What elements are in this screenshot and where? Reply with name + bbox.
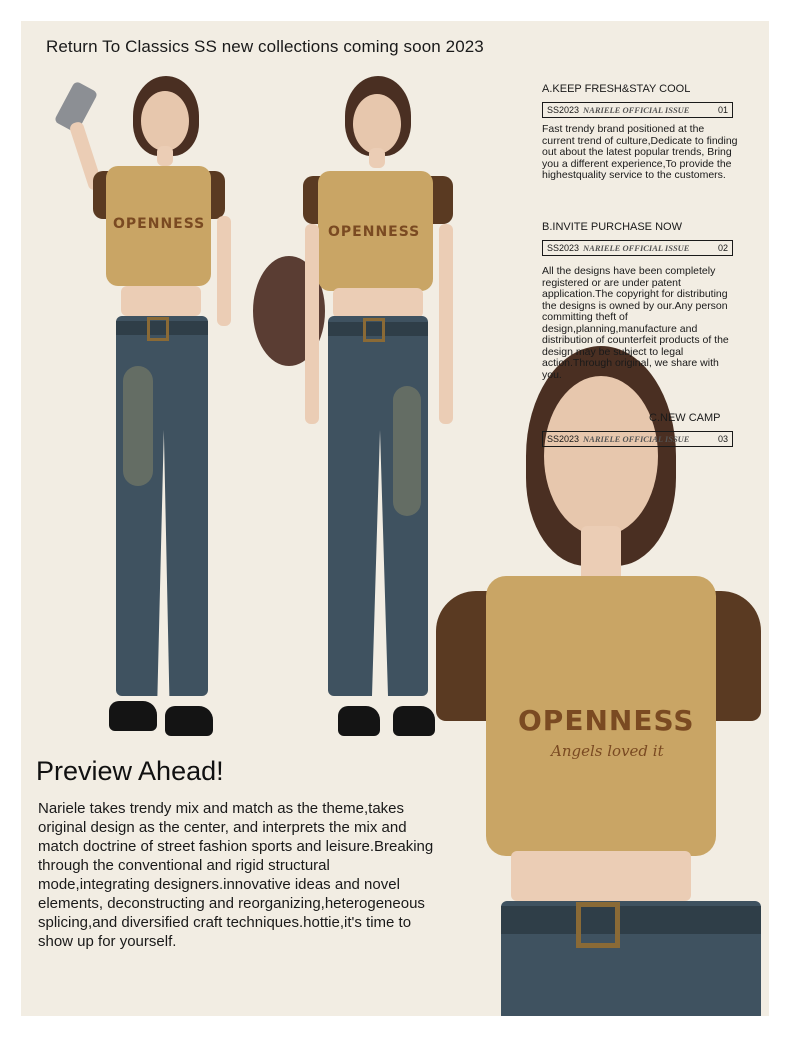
issue-tag-01 bbox=[542, 102, 733, 118]
section-title-a: A.KEEP FRESH&STAY COOL bbox=[542, 83, 691, 95]
right-arm bbox=[217, 216, 231, 326]
left-boot bbox=[109, 701, 157, 731]
issue-label: NARIELE OFFICIAL ISSUE bbox=[583, 105, 690, 115]
issue-number: 03 bbox=[717, 434, 728, 444]
issue-tag-02 bbox=[542, 240, 733, 256]
issue-tag-03 bbox=[542, 431, 733, 447]
left-arm bbox=[305, 224, 319, 424]
issue-label: NARIELE OFFICIAL ISSUE bbox=[583, 243, 690, 253]
shirt-print-text: OPENNESS bbox=[113, 216, 206, 232]
belt-buckle bbox=[363, 318, 385, 342]
preview-body-text: Nariele takes trendy mix and match as the theme,takes original design as the center, and interprets the mix and match doctrine of street fashion sports and leisure.Breaking through the conventional and rigid structural mode,integrating designers.innovative ideas and novel elements, deconstructing and reorganizing,heterogeneous splicing,and diversified craft techniques.hottie,it's time to show up for yourself. bbox=[38, 800, 434, 950]
preview-heading: Preview Ahead! bbox=[36, 756, 224, 786]
issue-code: SS2023 bbox=[547, 243, 580, 253]
shirt-print-script: Angels loved it bbox=[551, 742, 664, 760]
section-text-a: Fast trendy brand positioned at the current trend of culture,Dedicate to finding out about the latest popular trends, Bring you a different experience,To provide the highestquality service to the customers. bbox=[542, 123, 738, 181]
section-text-b: All the designs have been completely registered or are under patent application.The copyright for distributing the designs is owned by our.Any person committing theft of design,planning,manufacture and distribution of counterfeit products of the design may be subject to legal action.Through original, we share with you. bbox=[542, 265, 729, 381]
page-title: Return To Classics SS new collections coming soon 2023 bbox=[46, 37, 484, 56]
waist bbox=[511, 851, 691, 901]
model-face bbox=[353, 94, 401, 154]
belt-buckle bbox=[147, 317, 169, 341]
issue-code: SS2023 bbox=[547, 105, 580, 115]
model-face bbox=[141, 91, 189, 151]
issue-code: SS2023 bbox=[547, 434, 580, 444]
neck bbox=[369, 148, 385, 168]
model-photo-selfie bbox=[61, 66, 241, 746]
issue-label: NARIELE OFFICIAL ISSUE bbox=[583, 434, 690, 444]
section-title-c: C.NEW CAMP bbox=[649, 412, 721, 424]
shirt-print-text: OPENNESS bbox=[518, 704, 695, 737]
belt-buckle bbox=[576, 902, 620, 948]
left-boot bbox=[338, 706, 380, 736]
issue-number: 01 bbox=[717, 105, 728, 115]
product-banner bbox=[21, 21, 769, 1016]
right-boot bbox=[165, 706, 213, 736]
waist bbox=[333, 288, 423, 318]
section-title-b: B.INVITE PURCHASE NOW bbox=[542, 221, 682, 233]
jeans-fade bbox=[123, 366, 153, 486]
shirt-print-text: OPENNESS bbox=[328, 224, 421, 240]
model-face bbox=[544, 376, 658, 536]
issue-number: 02 bbox=[717, 243, 728, 253]
belt bbox=[501, 906, 761, 934]
waist bbox=[121, 286, 201, 316]
neck bbox=[157, 146, 173, 166]
